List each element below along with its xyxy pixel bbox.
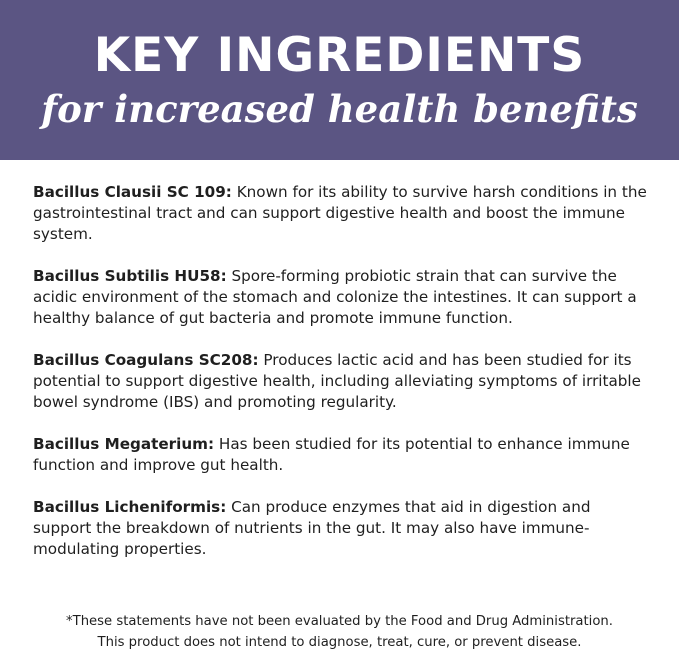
disclaimer-line-1: *These statements have not been evaluated by the Food and Drug Administration. [66,614,613,629]
ingredient-item [33,182,648,245]
ingredient-name: Bacillus Coagulans SC208: [33,351,259,369]
ingredient-description: Has been studied for its potential to enhance immune function and improve gut health. [33,435,630,474]
header-banner [0,0,679,160]
page-subtitle: for increased health benefits [41,87,638,131]
ingredient-item [33,266,648,329]
ingredient-name: Bacillus Clausii SC 109: [33,183,232,201]
disclaimer-line-2: This product does not intend to diagnose, treat, cure, or prevent disease. [97,635,582,650]
ingredient-item [33,497,648,560]
ingredient-description: Can produce enzymes that aid in digestion and support the breakdown of nutrients in the gut. It may also have immune-modulating properties. [33,498,591,558]
ingredient-description: Spore-forming probiotic strain that can survive the acidic environment of the stomach and colonize the intestines. It can support a healthy balance of gut bacteria and promote immune function. [33,267,637,327]
ingredient-item [33,434,648,476]
ingredient-item [33,350,648,413]
page-title: KEY INGREDIENTS [93,28,586,83]
ingredient-name: Bacillus Megaterium: [33,435,215,453]
disclaimer-footnote [0,611,679,653]
ingredient-name: Bacillus Licheniformis: [33,498,227,516]
ingredients-list [33,182,648,581]
ingredient-name: Bacillus Subtilis HU58: [33,267,227,285]
ingredient-description: Known for its ability to survive harsh conditions in the gastrointestinal tract and can support digestive health and boost the immune system. [33,183,647,243]
ingredient-description: Produces lactic acid and has been studied for its potential to support digestive health, including alleviating symptoms of irritable bowel syndrome (IBS) and promoting regularity. [33,351,641,411]
